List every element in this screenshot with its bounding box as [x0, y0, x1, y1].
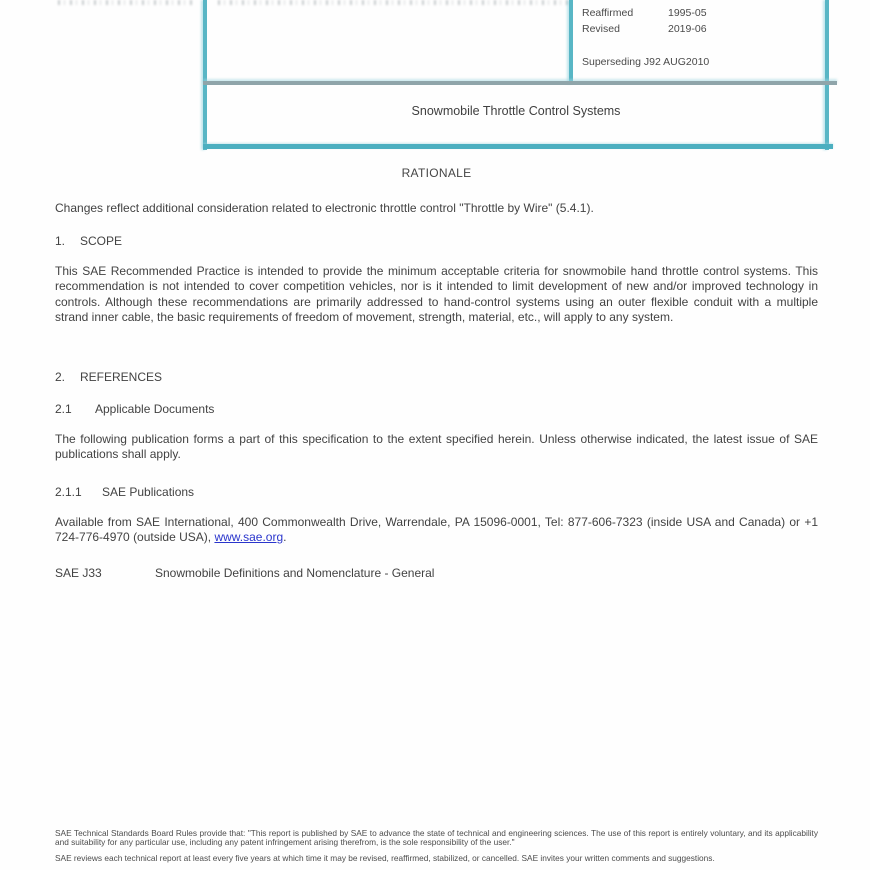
rationale-paragraph: Changes reflect additional consideration related to electronic throttle control "Throttle by Wire" (5.4.1).: [55, 201, 594, 215]
section-title: REFERENCES: [80, 370, 163, 384]
header-border-horizontal-bottom: [203, 144, 833, 149]
revision-row: [582, 21, 822, 37]
document-title: Snowmobile Throttle Control Systems: [411, 104, 621, 118]
superseding-note: Superseding J92 AUG2010: [582, 56, 710, 68]
header-border-vertical-middle: [569, 0, 573, 84]
section-number: 2.1: [55, 402, 72, 416]
section-heading-scope: [55, 234, 818, 248]
section-heading-references: [55, 370, 818, 384]
cropped-text-remnant-left: [58, 0, 196, 5]
applicable-documents-paragraph: The following publication forms a part of this specification to the extent specified herein. Unless otherwise indicated, the latest issue of SAE publications shall apply.: [55, 432, 818, 462]
sae-org-link[interactable]: www.sae.org: [214, 530, 284, 545]
availability-text-after: .: [283, 530, 287, 545]
section-title: Applicable Documents: [95, 402, 215, 416]
revision-row: [582, 5, 822, 21]
revision-label: Revised: [582, 23, 620, 35]
revision-block: [582, 5, 822, 68]
section-heading-applicable-documents: [55, 402, 818, 416]
revision-label: Reaffirmed: [582, 7, 634, 19]
header-border-horizontal-divider: [203, 81, 837, 85]
section-title: SAE Publications: [102, 485, 195, 499]
revision-date: 2019-06: [668, 23, 707, 35]
section-heading-sae-publications: [55, 485, 818, 499]
reference-code: SAE J33: [55, 566, 102, 580]
section-number: 1.: [55, 234, 66, 248]
header-border-vertical-right: [825, 0, 829, 150]
cropped-text-remnant-middle: [218, 0, 570, 5]
rationale-heading: RATIONALE: [401, 166, 472, 180]
reference-title: Snowmobile Definitions and Nomenclature - General: [155, 566, 435, 580]
section-number: 2.1.1: [55, 485, 82, 499]
scope-paragraph: This SAE Recommended Practice is intended to provide the minimum acceptable criteria for snowmobile hand throttle control systems. This recommendation is not intended to cover competition vehicles, nor is it intended to limit development of new and/or improved technology in controls. Although these recommendations are primarily addressed to hand-control systems using an outer flexible conduit with a multiple strand inner cable, the basic requirements of freedom of movement, strength, material, etc., will apply to any system.: [55, 264, 818, 325]
header-border-vertical-left: [203, 0, 207, 150]
footer-review-note: SAE reviews each technical report at least every five years at which time it may be revised, reaffirmed, stabilized, or cancelled. SAE invites your written comments and suggestions.: [55, 853, 715, 863]
section-number: 2.: [55, 370, 66, 384]
revision-date: 1995-05: [668, 7, 707, 19]
section-title: SCOPE: [80, 234, 123, 248]
availability-text: Available from SAE International, 400 Commonwealth Drive, Warrendale, PA 15096-0001, Tel: 877-606-7323 (inside USA and Canada) or +1 724-776-4970 (outside USA),: [55, 515, 818, 545]
reference-row: [55, 566, 818, 580]
footer-disclaimer: SAE Technical Standards Board Rules provide that: "This report is published by SAE to advance the state of technical and engineering sciences. The use of this report is entirely voluntary, and its applicability and suitability for any particular use, including any patent infringement arising therefrom, is the sole responsibility of the user.": [55, 828, 818, 847]
availability-paragraph: [55, 515, 818, 546]
